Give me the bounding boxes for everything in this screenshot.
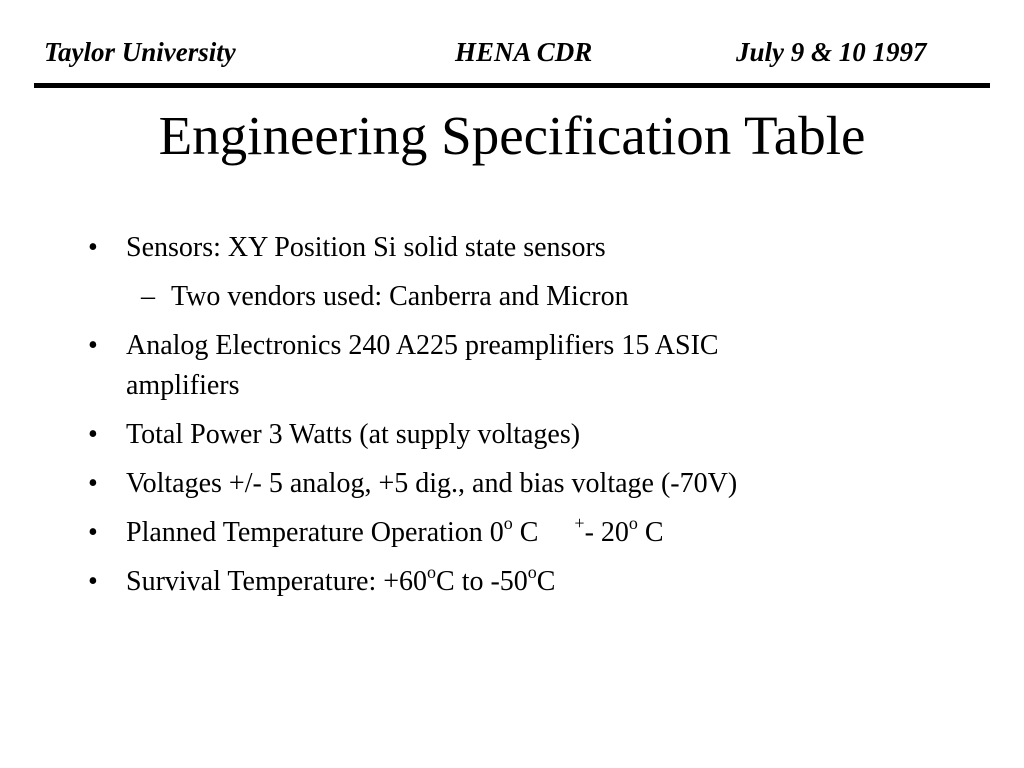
temp-op-range: - 20	[584, 517, 629, 548]
temp-op-prefix: Planned Temperature Operation 0	[126, 517, 504, 548]
sub-bullet-vendors	[0, 277, 1024, 317]
sub-bullet-text: Two vendors used: Canberra and Micron	[171, 281, 629, 312]
degree-superscript: o	[503, 512, 513, 533]
bullet-text-line1: Analog Electronics 240 A225 preamplifiers 15 ASIC	[126, 330, 719, 361]
header-divider	[34, 83, 990, 88]
bullet-sensors	[0, 228, 886, 268]
temp-op-unit: C	[512, 517, 539, 548]
header-event: HENA CDR	[455, 37, 593, 67]
plus-superscript: +	[574, 512, 585, 533]
degree-superscript: o	[527, 561, 537, 582]
header-date: July 9 & 10 1997	[736, 37, 927, 67]
bullet-survival-temperature	[0, 562, 886, 602]
survival-mid: C to -50	[436, 566, 528, 597]
degree-superscript: o	[427, 561, 437, 582]
degree-superscript: o	[628, 512, 638, 533]
bullet-text-line2: amplifiers	[126, 370, 240, 401]
bullet-marker: •	[88, 517, 98, 548]
sub-bullet-marker: –	[141, 281, 155, 312]
bullet-marker: •	[88, 330, 98, 361]
bullet-marker: •	[88, 232, 98, 263]
bullet-marker: •	[88, 419, 98, 450]
bullet-voltages	[0, 464, 886, 504]
slide-title: Engineering Specification Table	[158, 105, 866, 166]
bullet-marker: •	[88, 566, 98, 597]
bullet-list	[0, 228, 1024, 611]
bullet-text: Voltages +/- 5 analog, +5 dig., and bias voltage (-70V)	[126, 468, 738, 499]
header-institution: Taylor University	[44, 37, 236, 67]
bullet-analog-electronics	[0, 326, 886, 406]
bullet-text: Sensors: XY Position Si solid state sensors	[126, 232, 606, 263]
bullet-temperature-operation	[0, 513, 886, 553]
bullet-marker: •	[88, 468, 98, 499]
survival-suffix: C	[536, 566, 556, 597]
bullet-text: Total Power 3 Watts (at supply voltages)	[126, 419, 581, 450]
survival-prefix: Survival Temperature: +60	[126, 566, 428, 597]
bullet-total-power	[0, 415, 886, 455]
temp-op-suffix: C	[637, 517, 664, 548]
